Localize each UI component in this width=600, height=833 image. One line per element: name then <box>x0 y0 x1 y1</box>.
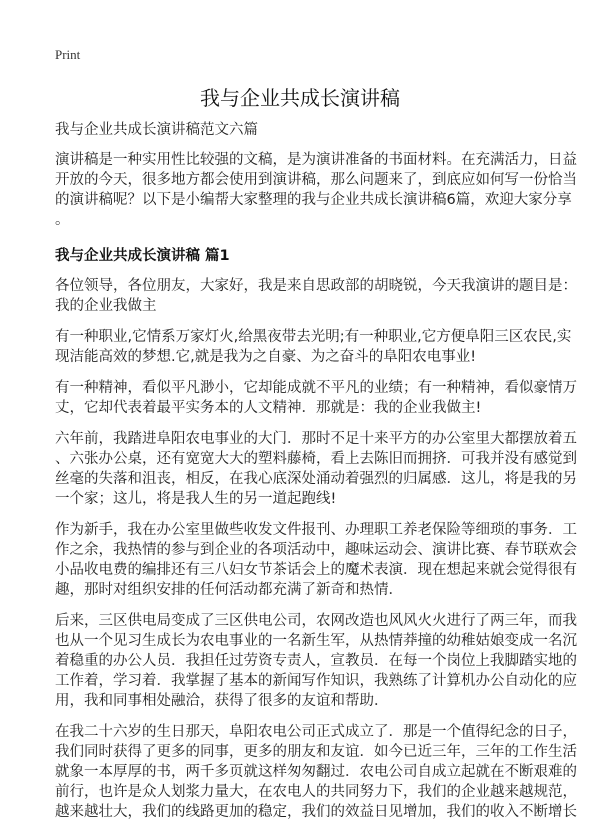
document-body <box>55 120 577 833</box>
text-line: 六年前，我踏进阜阳农电事业的大门．那时不足十来平方的办公室里大都摆放着五 <box>55 431 577 447</box>
text-line: 我的企业我做主 <box>55 298 157 314</box>
paragraph <box>55 276 577 316</box>
text-line: 也从一个见习生成长为农电事业的一名新生军，从热情莽撞的幼稚姑娘变成一名沉 <box>55 633 577 649</box>
paragraph <box>55 722 577 822</box>
text-line: 各位领导，各位朋友，大家好，我是来自思政部的胡晓锐，今天我演讲的题目是： <box>55 278 577 294</box>
text-line: 小品收电费的编排还有三八妇女节茶话会上的魔术表演．现在想起来就会觉得很有 <box>55 562 577 578</box>
text-line: 、六张办公桌，还有宽宽大大的塑料藤椅，看上去陈旧而拥挤．可我并没有感觉到 <box>55 451 577 467</box>
document-title: 我与企业共成长演讲稿 <box>200 86 400 110</box>
text-line: 着稳重的办公人员．我担任过劳资专责人，宣教员．在每一个岗位上我脚踏实地的 <box>55 653 577 669</box>
text-line: 用，我和同事相处融洽，获得了很多的友谊和帮助． <box>55 693 389 709</box>
text-line: 越来越壮大，我们的线路更加的稳定，我们的效益日见增加，我们的收入不断增长 <box>55 804 577 820</box>
text-line: 丈，它却代表着最平实务本的人文精神．那就是：我的企业我做主! <box>55 400 482 416</box>
paragraph <box>55 429 577 509</box>
text-line: 在我二十六岁的生日那天，阜阳农电公司正式成立了．那是一个值得纪念的日子， <box>55 724 577 740</box>
text-line: 丝毫的失落和沮丧，相反，在我心底深处涌动着强烈的归属感．这儿，将是我的另 <box>55 471 577 487</box>
text-line: 有一种职业,它情系万家灯火,给黑夜带去光明;有一种职业,它方便阜阳三区农民,实 <box>55 329 572 345</box>
text-line: 有一种精神，看似平凡渺小，它却能成就不平凡的业绩；有一种精神，看似豪情万 <box>55 380 577 396</box>
text-line: 的演讲稿呢？以下是小编帮大家整理的我与企业共成长演讲稿6篇，欢迎大家分享 <box>55 192 572 208</box>
text-line: 一个家；这儿，将是我人生的另一道起跑线! <box>55 491 337 507</box>
text-line: 工作着，学习着．我掌握了基本的新闻写作知识，我熟练了计算机办公自动化的应 <box>55 673 577 689</box>
text-line: 开放的今天，很多地方都会使用到演讲稿，那么问题来了，到底应如何写一份恰当 <box>55 172 577 188</box>
paragraph <box>55 520 577 600</box>
text-line: 现洁能高效的梦想.它,就是我为之自豪、为之奋斗的阜阳农电事业! <box>55 349 477 365</box>
text-line: 就象一本厚厚的书，两千多页就这样匆匆翻过．农电公司自成立起就在不断艰难的 <box>55 764 577 780</box>
intro-paragraph <box>55 150 577 230</box>
section-heading: 我与企业共成长演讲稿 篇1 <box>55 248 230 264</box>
text-line: 作之余，我热情的参与到企业的各项活动中，趣味运动会、演讲比赛、春节联欢会 <box>55 542 577 558</box>
text-line: 演讲稿是一种实用性比较强的文稿，是为演讲准备的书面材料。在充满活力，日益 <box>55 152 577 168</box>
text-line: 。 <box>55 212 70 228</box>
paragraph <box>55 378 577 418</box>
text-line: 作为新手，我在办公室里做些收发文件报刊、办理职工养老保险等细琐的事务．工 <box>55 522 577 538</box>
text-line: 我们同时获得了更多的同事，更多的朋友和友谊．如今已近三年，三年的工作生活 <box>55 744 577 760</box>
text-line: 前行，也许是众人划浆力量大，在农电人的共同努力下，我们的企业越来越规范， <box>55 784 577 800</box>
print-link[interactable]: Print <box>55 47 81 62</box>
text-line: 趣，那时对组织安排的任何活动都充满了新奇和热情． <box>55 582 403 598</box>
paragraph <box>55 327 572 367</box>
paragraph <box>55 611 577 711</box>
text-line: 后来，三区供电局变成了三区供电公司，农网改造也风风火火进行了两三年，而我 <box>55 613 577 629</box>
document-subtitle: 我与企业共成长演讲稿范文六篇 <box>55 122 258 138</box>
